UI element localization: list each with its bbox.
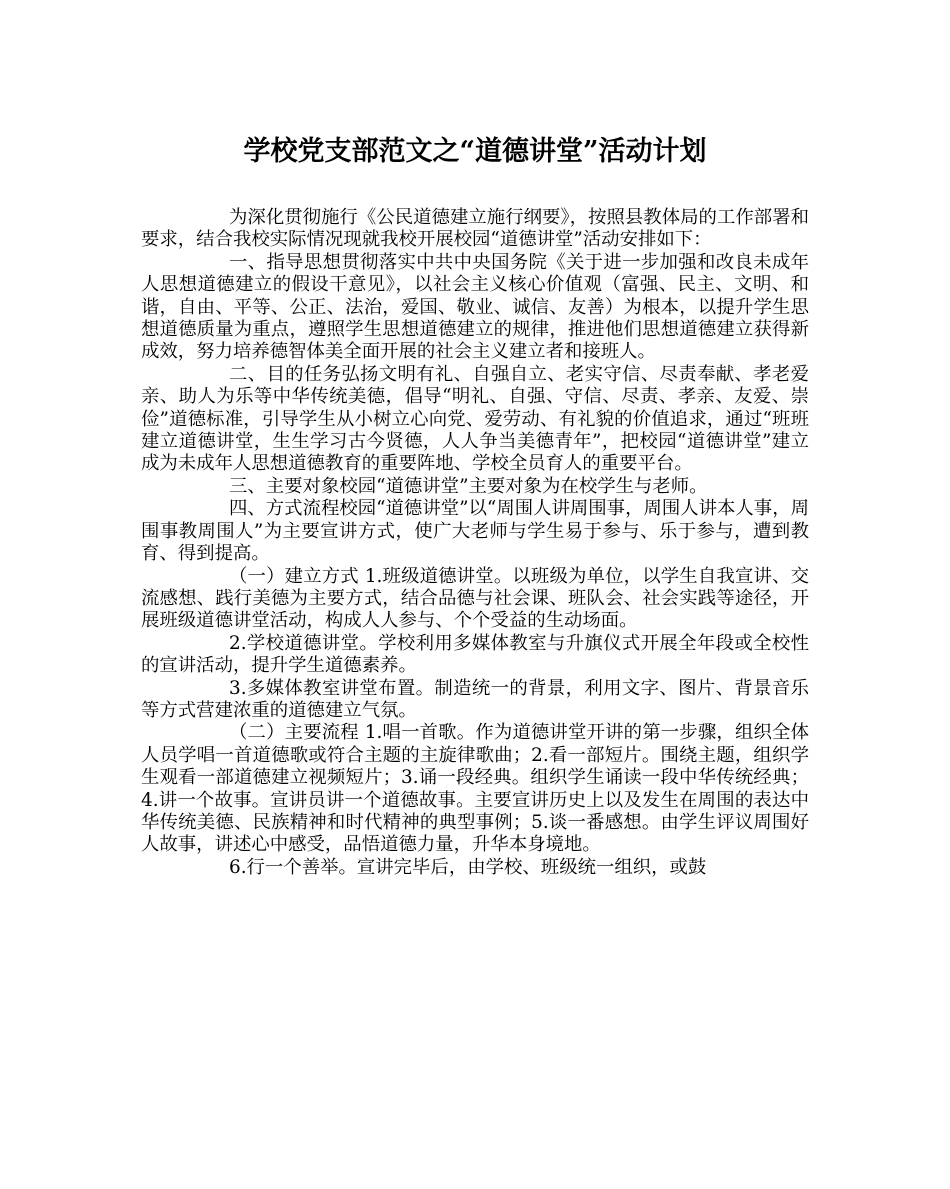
document-body xyxy=(141,207,809,879)
paragraph-main-targets: 三、主要对象校园“道德讲堂”主要对象为在校学生与老师。 xyxy=(229,475,708,497)
document-title: 学校党支部范文之“道德讲堂”活动计划 xyxy=(243,136,707,167)
paragraph-methods: 四、方式流程校园“道德讲堂”以“周围人讲周围事，周围人讲本人事，周围事教周围人”为主要宣讲方式，使广大老师与学生易于参与、乐于参与，遭到教育、得到提高。 xyxy=(141,498,809,565)
paragraph-guiding-ideology: 一、指导思想贯彻落实中共中央国务院《关于进一步加强和改良未成年人思想道德建立的假设干意见》，以社会主义核心价值观（富强、民主、文明、和谐，自由、平等、公正、法治，爱国、敬业、诚信、友善）为根本，以提升学生思想道德质量为重点，遵照学生思想道德建立的规律，推进他们思想道德建立获得新成效，努力培养德智体美全面开展的社会主义建立者和接班人。 xyxy=(141,251,809,363)
paragraph-establish-method-3: 3.多媒体教室讲堂布置。制造统一的背景，利用文字、图片、背景音乐等方式营建浓重的道德建立气氛。 xyxy=(141,677,809,721)
paragraph-good-deed: 6.行一个善举。宣讲完毕后，由学校、班级统一组织，或鼓 xyxy=(229,856,707,878)
paragraph-main-process: （二）主要流程 1.唱一首歌。作为道德讲堂开讲的第一步骤，组织全体人员学唱一首道德歌或符合主题的主旋律歌曲；2.看一部短片。围绕主题，组织学生观看一部道德建立视频短片；3.诵一段经典。组织学生诵读一段中华传统经典；4.讲一个故事。宣讲员讲一个道德故事。主要宣讲历史上以及发生在周围的表达中华传统美德、民族精神和时代精神的典型事例；5.谈一番感想。由学生评议周围好人故事，讲述心中感受，品悟道德力量，升华本身境地。 xyxy=(141,722,809,856)
paragraph-intro: 为深化贯彻施行《公民道德建立施行纲要》，按照县教体局的工作部署和要求，结合我校实际情况现就我校开展校园“道德讲堂”活动安排如下： xyxy=(141,207,809,251)
paragraph-objectives: 二、目的任务弘扬文明有礼、自强自立、老实守信、尽责奉献、孝老爱亲、助人为乐等中华传统美德，倡导“明礼、自强、守信、尽责、孝亲、友爱、崇俭”道德标准，引导学生从小树立心向党、爱劳动、有礼貌的价值追求，通过“班班建立道德讲堂，生生学习古今贤德，人人争当美德青年”，把校园“道德讲堂”建立成为未成年人思想道德教育的重要阵地、学校全员育人的重要平台。 xyxy=(141,363,809,475)
paragraph-establish-method-2: 2.学校道德讲堂。学校利用多媒体教室与升旗仪式开展全年段或全校性的宣讲活动，提升学生道德素养。 xyxy=(141,632,809,677)
paragraph-establish-method-1: （一）建立方式 1.班级道德讲堂。以班级为单位，以学生自我宣讲、交流感想、践行美德为主要方式，结合品德与社会课、班队会、社会实践等途径，开展班级道德讲堂活动，构成人人参与、个个受益的生动场面。 xyxy=(141,565,809,632)
